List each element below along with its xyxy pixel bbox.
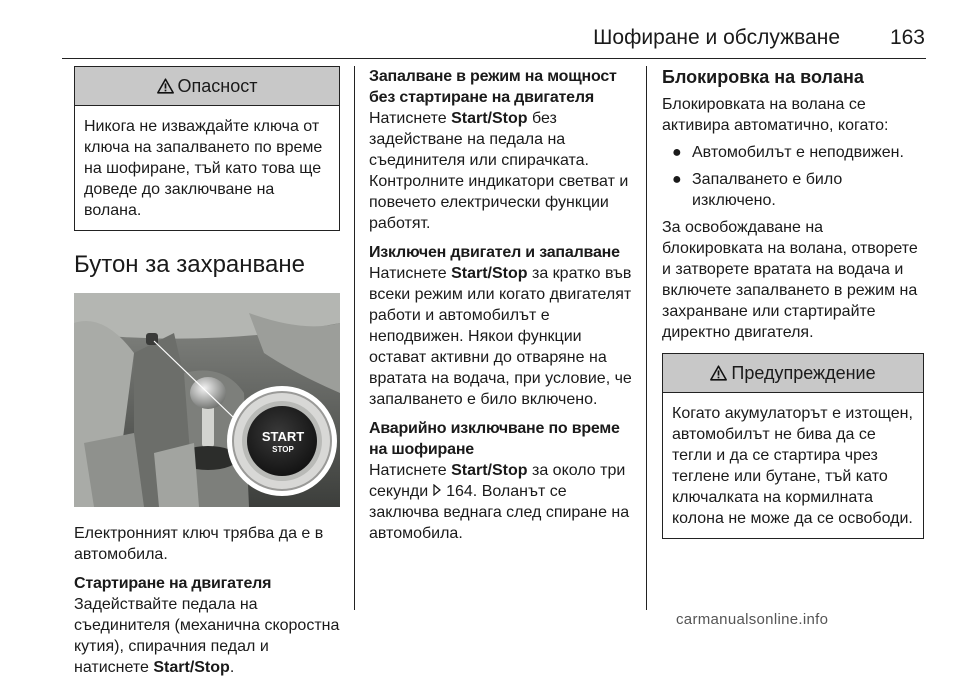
engine-start-body: Задействайте педала на съединителя (механична скоростна кутия), спирачния педал и натиснете xyxy=(74,596,340,676)
page-reference[interactable]: 164 xyxy=(446,483,473,500)
watermark: carmanualsonline.info xyxy=(676,611,829,628)
column-3 xyxy=(662,66,924,539)
engine-start-text xyxy=(74,594,340,678)
warning-box-text: Когато акумулаторът е изтощен, автомобилът не бива да се тегли и да се стартира чрез теглене или бутане, тъй като ключалката на кормилната колона не може да се освободи. xyxy=(672,405,913,527)
power-mode-body: без задействане на педала на съединителя или спирачката. Контролните индикатори светват и повечето електрически функции работят. xyxy=(369,110,629,232)
emergency-off-text xyxy=(369,460,635,544)
condition-list xyxy=(662,142,924,211)
column-2 xyxy=(369,66,635,544)
engine-off-body: за кратко във всеки режим или когато двигателят работи и автомобилът е неподвижен. Някои функции остават активни до отваряне на вратата на водача, при условие, че запалването е било включено. xyxy=(369,265,632,408)
bullet-icon: ● xyxy=(672,171,682,188)
column-divider xyxy=(354,66,355,610)
warning-box-header xyxy=(663,354,923,393)
photo-caption: Електронният ключ трябва да е в автомобила. xyxy=(74,525,324,563)
emergency-off-body-end: . Воланът се заключва веднага след спиране на автомобила. xyxy=(369,483,630,542)
danger-box-header xyxy=(75,67,339,106)
start-stop-bold: Start/Stop xyxy=(451,265,528,282)
press-label: Натиснете xyxy=(369,265,447,282)
power-button-photo xyxy=(74,293,340,507)
steering-lock-release: За освобождаване на блокировката на волана, отворете и затворете вратата на водача и включете запалването в режим на захранване или стартирайте директно двигателя. xyxy=(662,219,918,341)
subheading-emergency-off: Аварийно изключване по време на шофиране xyxy=(369,420,620,458)
danger-box xyxy=(74,66,340,231)
warning-box xyxy=(662,353,924,539)
header-title: Шофиране и обслужване xyxy=(593,26,840,49)
bullet-icon: ● xyxy=(672,144,682,161)
warning-triangle-icon xyxy=(710,365,727,381)
list-item: ● Автомобилът е неподвижен. xyxy=(672,144,904,161)
section-title: Бутон за захранване xyxy=(74,251,305,278)
start-button-label: START xyxy=(261,429,305,444)
list-item: ● Запалването е било изключено. xyxy=(672,171,843,209)
page-reference-icon[interactable] xyxy=(433,481,442,502)
press-label: Натиснете xyxy=(369,110,447,127)
danger-box-title: Опасност xyxy=(177,75,258,96)
column-divider xyxy=(646,66,647,610)
page-number: 163 xyxy=(889,26,925,49)
press-label: Натиснете xyxy=(369,462,447,479)
start-stop-bold: Start/Stop xyxy=(153,659,230,676)
subheading-engine-off: Изключен двигател и запалване xyxy=(369,244,620,261)
power-mode-text xyxy=(369,108,635,234)
subheading-power-mode: Запалване в режим на мощност без стартиране на двигателя xyxy=(369,68,617,106)
warning-triangle-icon xyxy=(157,78,174,94)
header-rule xyxy=(62,58,926,59)
sentence-end: . xyxy=(229,659,235,676)
subheading-engine-start: Стартиране на двигателя xyxy=(74,575,272,592)
warning-box-title: Предупреждение xyxy=(731,362,876,383)
start-stop-bold: Start/Stop xyxy=(451,110,528,127)
steering-lock-intro: Блокировката на волана се активира автоматично, когато: xyxy=(662,96,889,134)
column-1 xyxy=(74,66,340,678)
stop-button-label: STOP xyxy=(272,445,294,454)
danger-box-text: Никога не изваждайте ключа от ключа на запалването по време на шофиране, тъй като това ще доведе до заключване на волана. xyxy=(84,118,323,219)
steering-lock-title: Блокировка на волана xyxy=(662,67,864,87)
emergency-off-body: за около три секунди xyxy=(369,462,626,500)
engine-off-text xyxy=(369,263,635,410)
start-stop-bold: Start/Stop xyxy=(451,462,528,479)
